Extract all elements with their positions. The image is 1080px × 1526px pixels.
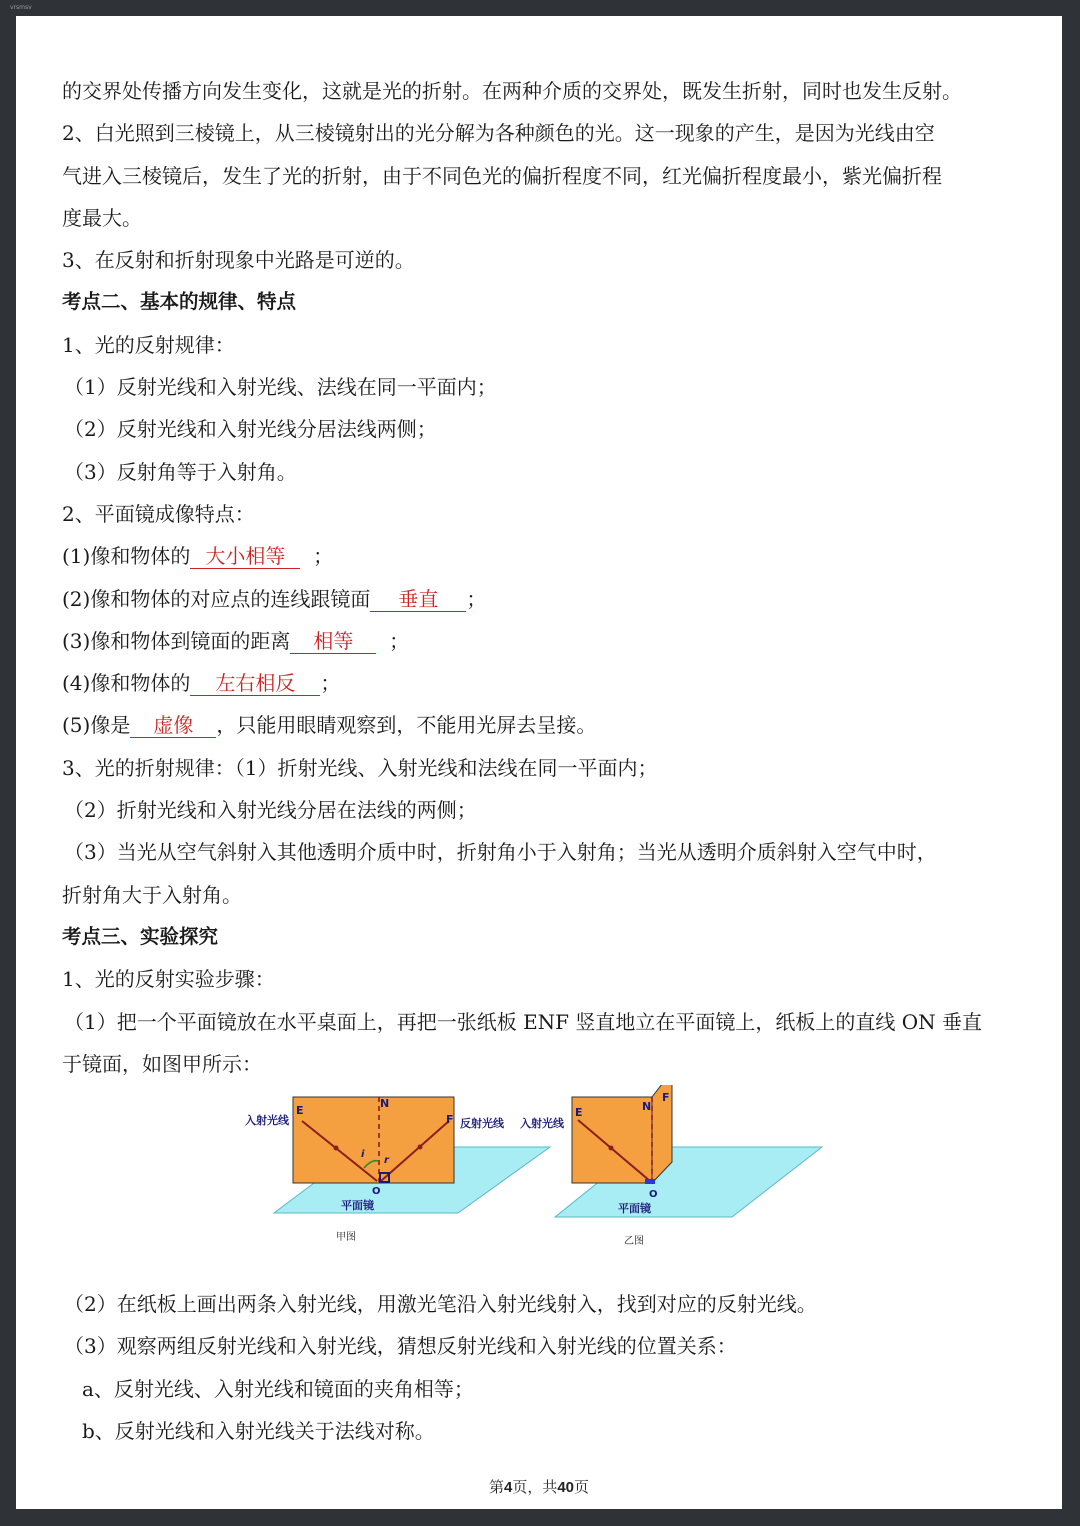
text-line: （3）当光从空气斜射入其他透明介质中时，折射角小于入射角；当光从透明介质斜射入空气中时， <box>64 840 937 865</box>
text-line: a、反射光线、入射光线和镜面的夹角相等； <box>82 1376 474 1401</box>
fill-in-suffix: ； <box>466 586 487 611</box>
incident-ray-label: 入射光线 <box>520 1117 564 1131</box>
fill-in-answer: 左右相反 <box>190 671 320 696</box>
figure-caption-yi: 乙图 <box>624 1236 644 1248</box>
fill-in-prefix: (1)像和物体的 <box>62 544 191 569</box>
angle-i-label: i <box>361 1149 365 1161</box>
fill-in-prefix: (2)像和物体的对应点的连线跟镜面 <box>62 586 371 611</box>
text-line: （1）把一个平面镜放在水平桌面上，再把一张纸板 ENF 竖直地立在平面镜上，纸板上的直线 ON 垂直 <box>64 1009 983 1034</box>
fill-in-answer: 大小相等 <box>190 544 300 569</box>
text-line: （3）反射角等于入射角。 <box>64 459 297 484</box>
fill-in-answer: 虚像 <box>130 713 216 738</box>
paper-board <box>293 1097 454 1183</box>
point-n-label: N <box>642 1100 652 1114</box>
text-line: 3、在反射和折射现象中光路是可逆的。 <box>62 248 415 273</box>
text-line: 2、平面镜成像特点： <box>62 501 255 526</box>
document-page <box>16 16 1062 1509</box>
fill-in-prefix: (3)像和物体到镜面的距离 <box>62 628 291 653</box>
text-line: （2）反射光线和入射光线分居法线两侧； <box>64 417 437 442</box>
text-line: 2、白光照到三棱镜上，从三棱镜射出的光分解为各种颜色的光。这一现象的产生，是因为光线由空 <box>62 121 935 146</box>
footer-prefix: 第 <box>488 1479 504 1496</box>
fill-in-line <box>62 620 1022 662</box>
text-line: 折射角大于入射角。 <box>62 882 242 907</box>
point-o-label: O <box>649 1189 658 1201</box>
reflection-experiment-figure <box>62 1085 1022 1283</box>
point-f-label: F <box>662 1091 670 1105</box>
fill-in-answer: 相等 <box>290 629 376 654</box>
point-e-label: E <box>575 1106 583 1120</box>
text-line: 1、光的反射规律： <box>62 332 235 357</box>
fill-in-suffix: ； <box>320 671 341 696</box>
ray-arrow-marker <box>334 1146 339 1151</box>
mirror-label: 平面镜 <box>618 1202 651 1216</box>
fill-in-answer: 垂直 <box>370 587 466 612</box>
incident-ray-label: 入射光线 <box>245 1114 289 1128</box>
text-line: b、反射光线和入射光线关于法线对称。 <box>82 1419 435 1444</box>
fill-in-prefix: (4)像和物体的 <box>62 671 191 696</box>
footer-middle: 页，共 <box>512 1479 558 1496</box>
text-line: 气进入三棱镜后，发生了光的折射，由于不同色光的偏折程度不同，红光偏折程度最小，紫光偏折程 <box>62 163 942 188</box>
paper-board-e <box>572 1097 652 1183</box>
point-e-label: E <box>296 1104 304 1118</box>
text-line: （1）反射光线和入射光线、法线在同一平面内； <box>64 375 497 400</box>
reflected-ray-label: 反射光线 <box>460 1117 504 1131</box>
fill-in-prefix: (5)像是 <box>62 713 131 738</box>
fill-in-line <box>62 535 1022 577</box>
figure-caption-jia: 甲图 <box>336 1232 356 1244</box>
fill-in-line <box>62 704 1022 746</box>
text-line: （2）在纸板上画出两条入射光线，用激光笔沿入射光线射入，找到对应的反射光线。 <box>64 1292 817 1317</box>
fill-in-suffix: ； <box>313 544 334 569</box>
text-line: 于镜面，如图甲所示： <box>62 1051 262 1076</box>
fill-in-suffix: ，只能用眼睛观察到，不能用光屏去呈接。 <box>216 713 597 738</box>
ray-arrow-marker <box>418 1145 423 1150</box>
fill-in-line <box>62 578 1022 620</box>
section-heading: 考点二、基本的规律、特点 <box>62 290 297 314</box>
point-f-label: F <box>446 1113 454 1127</box>
point-o-label: O <box>372 1186 381 1198</box>
fill-in-line <box>62 662 1022 704</box>
text-line: 的交界处传播方向发生变化，这就是光的折射。在两种介质的交界处，既发生折射，同时也发生反射。 <box>62 79 962 103</box>
point-o-marker <box>645 1179 655 1184</box>
text-line: 3、光的折射规律：（1）折射光线、入射光线和法线在同一平面内； <box>62 755 658 780</box>
mirror-label: 平面镜 <box>341 1199 374 1213</box>
section-heading: 考点三、实验探究 <box>62 924 219 948</box>
fill-in-suffix: ； <box>389 628 410 653</box>
ray-arrow-marker <box>609 1146 614 1151</box>
text-line: 1、光的反射实验步骤： <box>62 967 275 992</box>
text-line: 度最大。 <box>62 205 142 230</box>
page-footer <box>16 1476 1062 1497</box>
footer-suffix: 页 <box>574 1479 590 1496</box>
figure-svg <box>62 1085 1022 1283</box>
point-n-label: N <box>380 1097 390 1111</box>
text-line: （3）观察两组反射光线和入射光线，猜想反射光线和入射光线的位置关系： <box>64 1334 737 1359</box>
current-page-number: 4 <box>503 1479 513 1496</box>
page-content <box>62 70 1022 1452</box>
text-line: （2）折射光线和入射光线分居在法线的两侧； <box>64 798 477 823</box>
total-page-count: 40 <box>557 1479 575 1496</box>
angle-r-label: r <box>384 1155 389 1167</box>
corner-mark: vrsmsv <box>10 4 32 11</box>
